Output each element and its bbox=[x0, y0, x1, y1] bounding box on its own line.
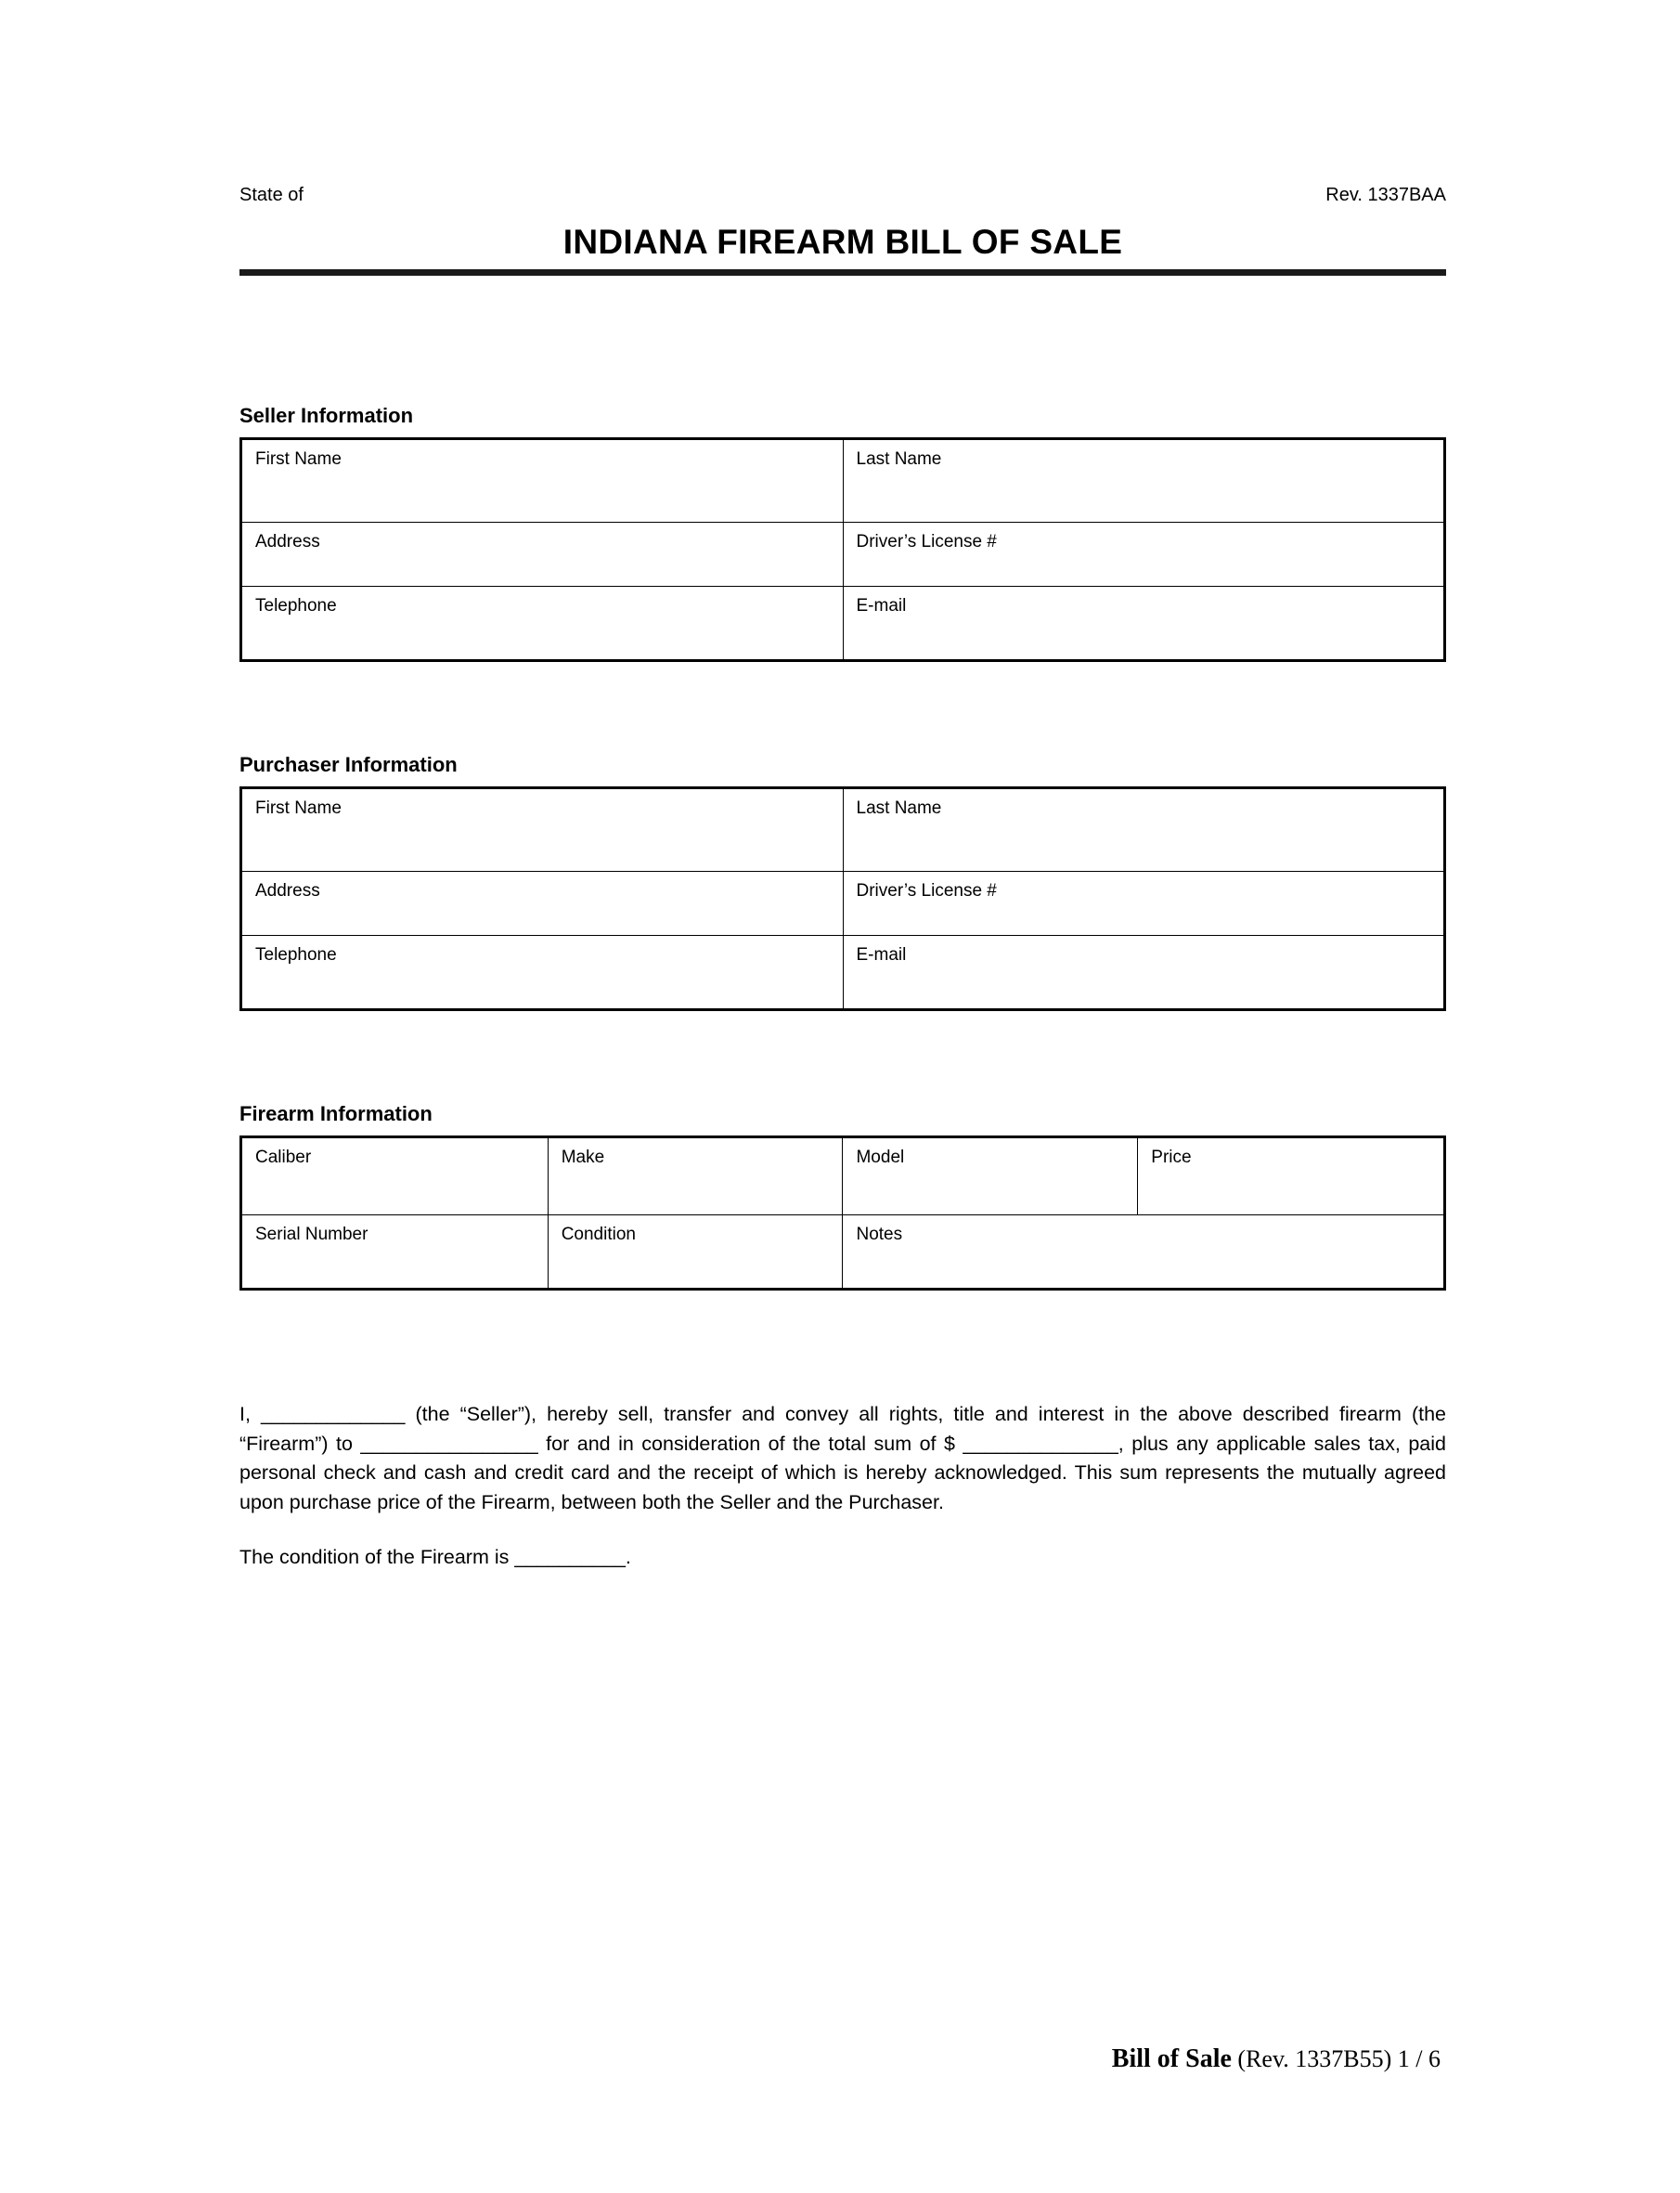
purchaser-address-cell[interactable]: Address bbox=[241, 872, 844, 936]
title-divider bbox=[239, 269, 1446, 276]
table-row bbox=[241, 788, 1445, 872]
purchaser-telephone-cell[interactable]: Telephone bbox=[241, 936, 844, 1010]
firearm-information-table bbox=[239, 1135, 1446, 1291]
firearm-model-cell[interactable]: Model bbox=[843, 1137, 1138, 1215]
table-row bbox=[241, 439, 1445, 523]
firearm-condition-cell[interactable]: Condition bbox=[548, 1215, 843, 1290]
table-row bbox=[241, 523, 1445, 587]
table-row bbox=[241, 1137, 1445, 1215]
firearm-section-title: Firearm Information bbox=[239, 1102, 433, 1125]
page-title: INDIANA FIREARM BILL OF SALE bbox=[562, 223, 1123, 261]
document-content bbox=[239, 184, 1446, 1573]
purchaser-section-title: Purchaser Information bbox=[239, 753, 458, 776]
seller-email-cell[interactable]: E-mail bbox=[843, 587, 1445, 661]
seller-information-table bbox=[239, 437, 1446, 662]
seller-first-name-cell[interactable]: First Name bbox=[241, 439, 844, 523]
seller-telephone-cell[interactable]: Telephone bbox=[241, 587, 844, 661]
firearm-caliber-cell[interactable]: Caliber bbox=[241, 1137, 549, 1215]
purchaser-information-table bbox=[239, 786, 1446, 1011]
agreement-paragraph-2: The condition of the Firearm is __________. bbox=[239, 1546, 631, 1569]
firearm-serial-number-cell[interactable]: Serial Number bbox=[241, 1215, 549, 1290]
seller-address-cell[interactable]: Address bbox=[241, 523, 844, 587]
page-footer bbox=[1112, 2044, 1441, 2074]
seller-drivers-license-cell[interactable]: Driver’s License # bbox=[843, 523, 1445, 587]
purchaser-drivers-license-cell[interactable]: Driver’s License # bbox=[843, 872, 1445, 936]
firearm-make-cell[interactable]: Make bbox=[548, 1137, 843, 1215]
table-row bbox=[241, 587, 1445, 661]
document-header bbox=[239, 184, 1446, 206]
firearm-price-cell[interactable]: Price bbox=[1138, 1137, 1445, 1215]
purchaser-first-name-cell[interactable]: First Name bbox=[241, 788, 844, 872]
footer-revision: (Rev. 1337B55) 1 / 6 bbox=[1231, 2045, 1441, 2072]
seller-section-title: Seller Information bbox=[239, 404, 414, 427]
table-row bbox=[241, 872, 1445, 936]
purchaser-last-name-cell[interactable]: Last Name bbox=[843, 788, 1445, 872]
agreement-text bbox=[239, 1400, 1446, 1573]
firearm-notes-cell[interactable]: Notes bbox=[843, 1215, 1445, 1290]
seller-last-name-cell[interactable]: Last Name bbox=[843, 439, 1445, 523]
state-of-label: State of bbox=[239, 185, 304, 205]
footer-label: Bill of Sale bbox=[1111, 2044, 1232, 2073]
agreement-paragraph-1: I, _____________ (the “Seller”), hereby sell, transfer and convey all rights, title and interest in the above described firearm (the “Firearm”) to ________________ for and in consideration of the total sum of $ ______________, plus any applicable sales tax, paid personal check and cash and credit card and the receipt of which is hereby acknowledged. This sum represents the mutually agreed upon purchase price of the Firearm, between both the Seller and the Purchaser. bbox=[239, 1403, 1446, 1513]
revision-code: Rev. 1337BAA bbox=[1325, 185, 1446, 205]
table-row bbox=[241, 936, 1445, 1010]
table-row bbox=[241, 1215, 1445, 1290]
purchaser-email-cell[interactable]: E-mail bbox=[843, 936, 1445, 1010]
